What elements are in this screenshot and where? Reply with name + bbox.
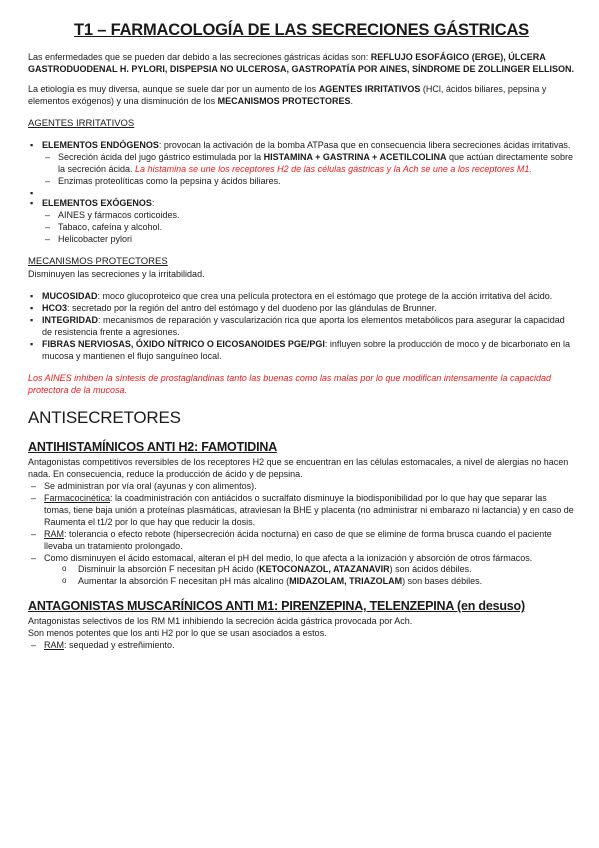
irritants-list: [28, 140, 575, 246]
spacer: [28, 246, 575, 256]
spacer: [28, 188, 575, 198]
item-underline: Farmacocinética: [44, 492, 111, 503]
item-bold: HISTAMINA + GASTRINA + ACETILCOLINA: [263, 152, 447, 163]
etiology-irritants: AGENTES IRRITATIVOS: [318, 83, 421, 94]
item-text: que actúan directamente sobre la secreción ácida.: [58, 152, 574, 175]
list-item: [28, 640, 575, 652]
m1-line-2: Son menos potentes que los anti H2 por lo que se usan asociados a estos.: [28, 628, 327, 639]
antisecretores-heading: ANTISECRETORES: [28, 407, 181, 427]
list-item: [28, 339, 575, 363]
h2-intro: Antagonistas competitivos reversibles de los receptores H2 que se encuentran en las células estomacales, a nivel de alergias no hacen nada. En consecuencia, reduce la producción de ácido y de pepsina.: [28, 456, 569, 479]
document-title: T1 – FARMACOLOGÍA DE LAS SECRECIONES GÁSTRICAS: [74, 21, 529, 39]
list-item: [28, 303, 575, 315]
etiology-text: La etiología es muy diversa, aunque se suele dar por un aumento de los: [28, 83, 319, 94]
item-text: Como disminuyen el ácido estomacal, alteran el pH del medio, lo que afecta a la ionización y absorción de otros fármacos.: [44, 552, 533, 563]
exogenous-label: ELEMENTOS EXÓGENOS: [42, 198, 152, 209]
item-text: ) son ácidos débiles.: [389, 564, 472, 575]
protectors-heading: MECANISMOS PROTECTORES: [28, 256, 168, 268]
list-item: [28, 529, 575, 553]
irritants-heading: AGENTES IRRITATIVOS: [28, 117, 135, 129]
list-item: [58, 564, 575, 576]
list-item: [28, 493, 575, 529]
intro-paragraph: [28, 52, 575, 76]
endogenous-text: : provocan la activación de la bomba ATPasa que en consecuencia libera secreciones ácidas irritativas.: [158, 140, 571, 151]
etiology-text: (HCl, ácidos biliares, pepsina y elementos exógenos) y una disminución de los: [28, 83, 547, 106]
list-item: [28, 291, 575, 303]
item-bold: MUCOSIDAD: [42, 290, 98, 301]
absorption-sublist: [44, 564, 575, 588]
etiology-protectors: MECANISMOS PROTECTORES: [217, 95, 351, 106]
m1-line-1: Antagonistas selectivos de los RM M1 inhibiendo la secreción ácida gástrica provocada por Ach.: [28, 616, 413, 627]
item-text: : tolerancia o efecto rebote (hipersecreción ácida nocturna) en caso de que se elimine de forma brusca cuando el paciente llevaba un tratamiento prolongado.: [44, 528, 552, 551]
list-item: – Enzimas proteolíticas como la pepsina y ácidos biliares.: [42, 176, 575, 188]
h2-antagonists-title: ANTIHISTAMÍNICOS ANTI H2: FAMOTIDINA: [28, 440, 278, 455]
list-item: [58, 576, 575, 588]
item-text: : moco glucoproteico que crea una película protectora en el estómago que protege de la acción irritativa del ácido.: [97, 290, 553, 301]
item-text: : mecanismos de reparación y vascularización rica que aporta los elementos metabólicos para asegurar la capacidad de resistencia frente a agresiones.: [42, 314, 565, 337]
exogenous-sublist: [42, 210, 575, 246]
nsaid-note: Los AINES inhiben la síntesis de prostaglandinas tanto las buenas como las malas por lo que modifican intensamente la capacidad protectora de la mucosa.: [28, 372, 551, 395]
item-underline: RAM: [44, 528, 64, 539]
list-item: [28, 315, 575, 339]
item-bold: HCO3: [42, 302, 68, 313]
endogenous-label: ELEMENTOS ENDÓGENOS: [42, 140, 159, 151]
item-bold: MIDAZOLAM, TRIAZOLAM: [289, 576, 403, 587]
item-text: : la coadministración con antiácidos o sucralfato disminuye la biodisponibilidad por lo que hay que separar las tomas, tiene baja unión a proteínas plasmáticas, atraviesan la BHE y placenta (no administrar ni embarazo ni lactancia) y en caso de Raumenta el t1/2 por lo que hay que reducir la dosis.: [44, 492, 574, 527]
list-item: – Helicobacter pylori: [42, 234, 575, 246]
item-bold: INTEGRIDAD: [42, 314, 98, 325]
endogenous-item: [28, 140, 575, 188]
item-bold: FIBRAS NERVIOSAS, ÓXIDO NÍTRICO O EICOSANOIDES PGE/PGI: [42, 338, 325, 349]
item-bold: KETOCONAZOL, ATAZANAVIR: [259, 564, 390, 575]
m1-antagonists-title: ANTAGONISTAS MUSCARÍNICOS ANTI M1: PIRENZEPINA, TELENZEPINA (en desuso): [28, 599, 525, 614]
list-item: – Se administran por vía oral (ayunas y con alimentos).: [28, 481, 575, 493]
item-underline: RAM: [44, 639, 64, 650]
m1-list: [28, 640, 575, 652]
item-text: Secreción ácida del jugo gástrico estimulada por la: [58, 152, 264, 163]
item-text: : secretado por la región del antro del estómago y del duodeno por las glándulas de Brunner.: [67, 302, 437, 313]
etiology-paragraph: [28, 84, 575, 108]
h2-list: [28, 481, 575, 589]
item-text: : sequedad y estreñimiento.: [64, 639, 175, 650]
protectors-list: [28, 291, 575, 363]
list-item: – AINES y fármacos corticoides.: [42, 210, 575, 222]
item-text: ) son bases débiles.: [402, 576, 483, 587]
item-text: Disminuir la absorción F necesitan pH ácido (: [78, 564, 260, 575]
endogenous-sublist: [42, 152, 575, 188]
item-text: : influyen sobre la producción de moco y de bicarbonato en la mucosa y mantienen el flujo sanguíneo local.: [42, 338, 571, 361]
list-item: – Tabaco, cafeína y alcohol.: [42, 222, 575, 234]
list-item: [42, 152, 575, 176]
list-item: [28, 553, 575, 589]
intro-lead: Las enfermedades que se pueden dar debido a las secreciones gástricas ácidas son:: [28, 51, 371, 62]
exogenous-text: :: [151, 198, 155, 209]
exogenous-item: [28, 198, 575, 246]
intro-diseases: REFLUJO ESOFÁGICO (ERGE), ÚLCERA GASTRODUODENAL H. PYLORI, DISPEPSIA NO ULCEROSA, GASTROPATÍA POR AINES, SÍNDROME DE ZOLLINGER ELLISON.: [28, 51, 575, 74]
red-note: La histamina se une los receptores H2 de las células gástricas y la Ach se une a los receptores M1.: [135, 164, 532, 175]
item-text: Aumentar la absorción F necesitan pH más alcalino (: [78, 576, 290, 587]
protectors-intro: Disminuyen las secreciones y la irritabilidad.: [28, 268, 205, 279]
etiology-text: .: [350, 95, 353, 106]
